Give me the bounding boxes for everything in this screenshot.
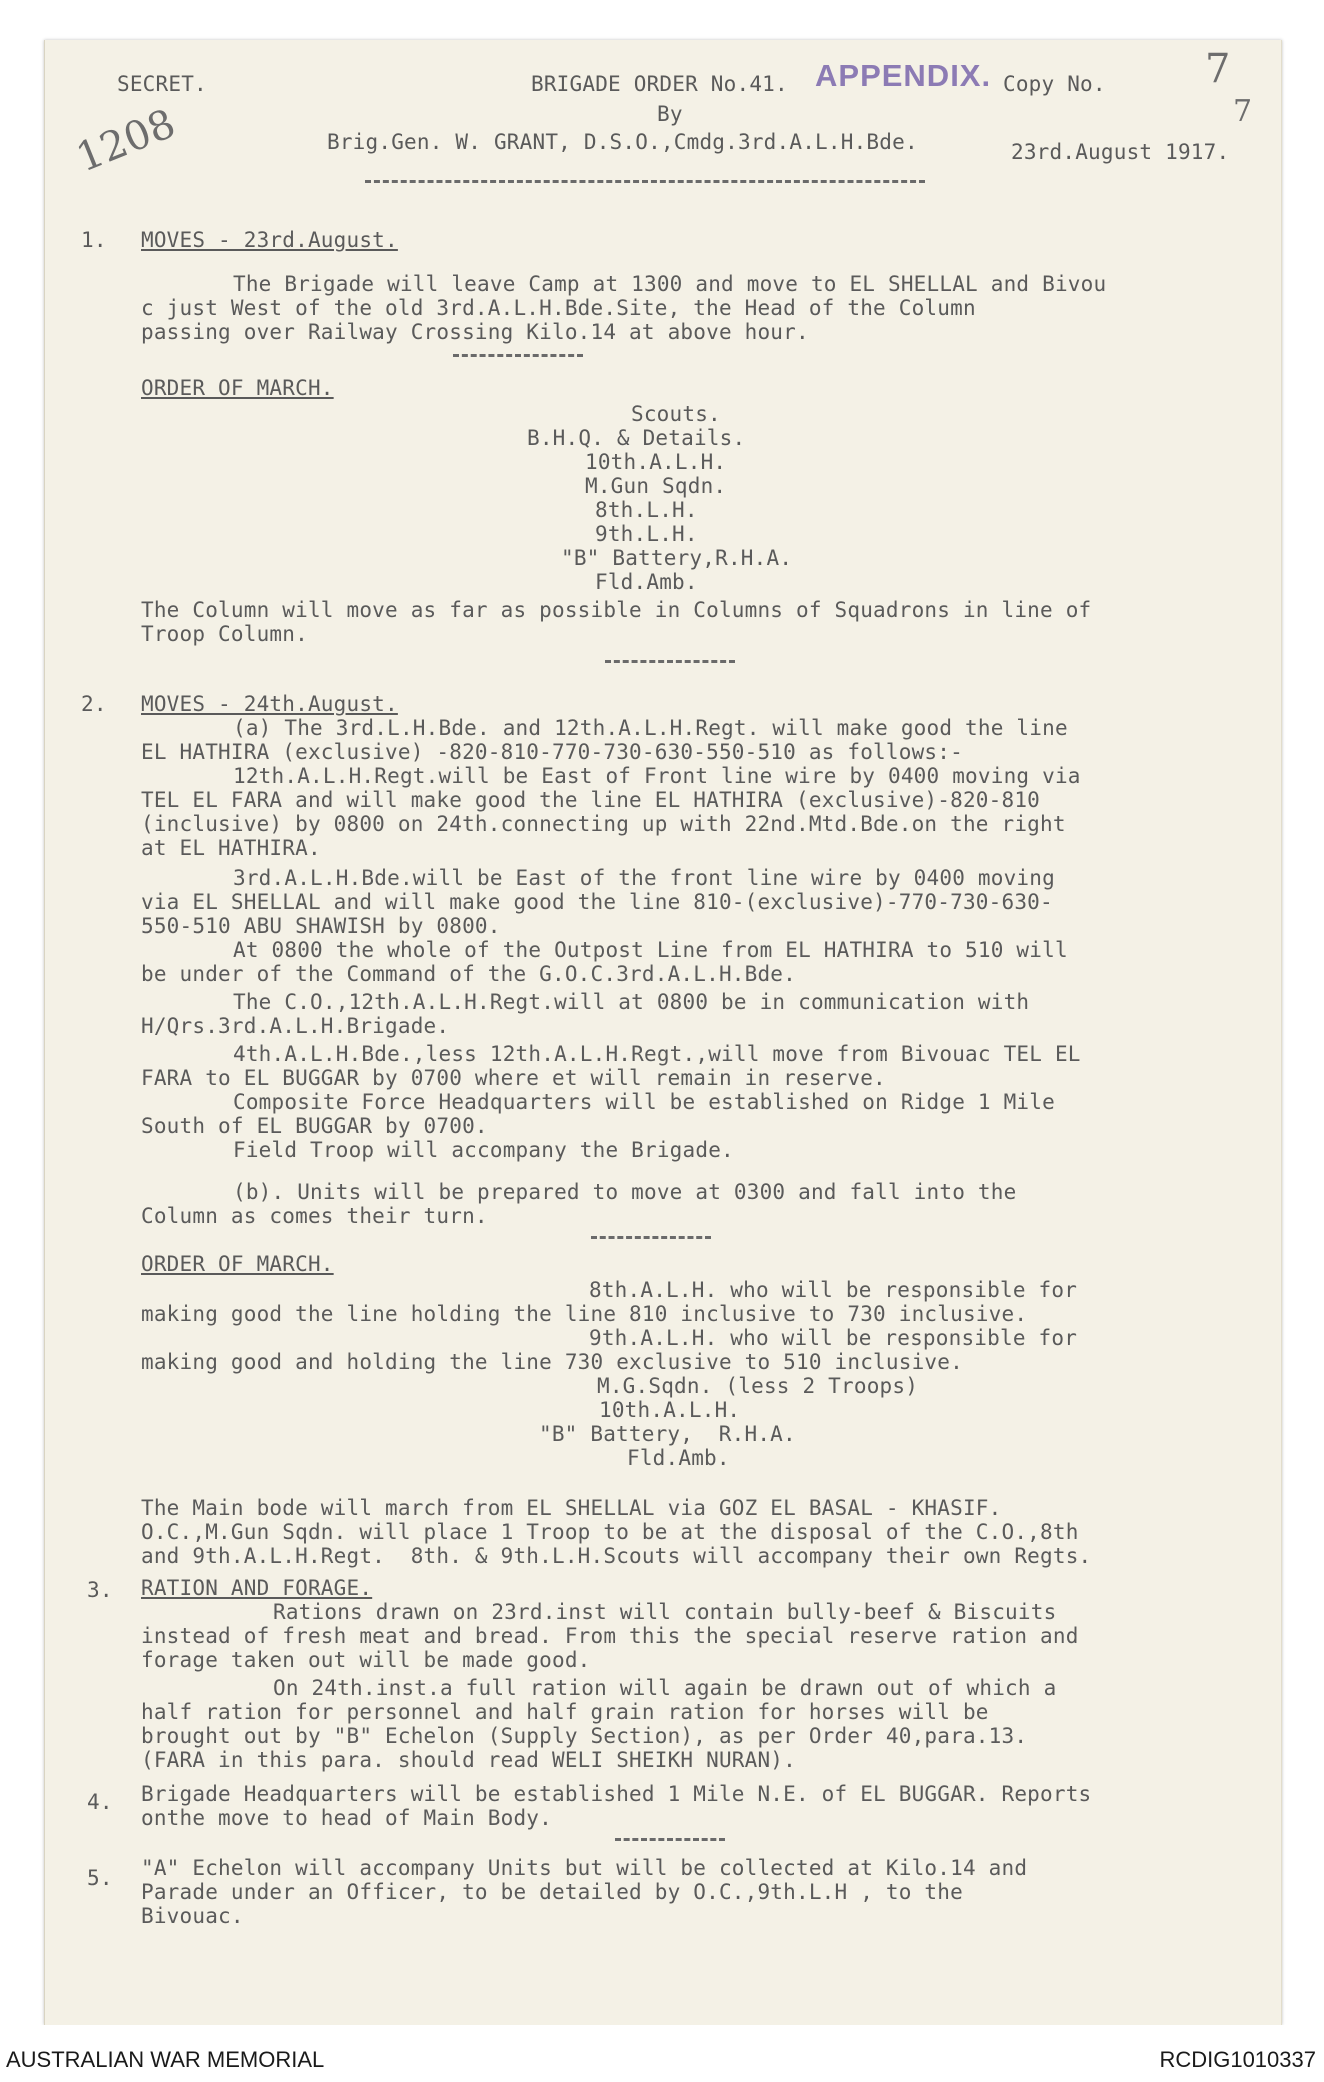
section-2-line: Composite Force Headquarters will be established on Ridge 1 Mile: [233, 1090, 1055, 1114]
section-1-closing: The Column will move as far as possible in Columns of Squadrons in line of: [141, 598, 1092, 622]
section-2-line: 550-510 ABU SHAWISH by 0800.: [141, 914, 501, 938]
divider: [591, 1236, 711, 1239]
section-1-number: 1.: [81, 228, 107, 252]
section-2-line: H/Qrs.3rd.A.L.H.Brigade.: [141, 1014, 450, 1038]
march-item: making good the line holding the line 810 inclusive to 730 inclusive.: [141, 1302, 1028, 1326]
march-item: 8th.L.H.: [595, 498, 698, 522]
section-2-line: (inclusive) by 0800 on 24th.connecting up with 22nd.Mtd.Bde.on the right: [141, 812, 1066, 836]
section-1-closing: Troop Column.: [141, 622, 308, 646]
section-2-closing: The Main bode will march from EL SHELLAL via GOZ EL BASAL - KHASIF.: [141, 1496, 1002, 1520]
section-2-line: South of EL BUGGAR by 0700.: [141, 1114, 488, 1138]
section-2-line: TEL EL FARA and will make good the line EL HATHIRA (exclusive)-820-810: [141, 788, 1041, 812]
march-item: making good and holding the line 730 exclusive to 510 inclusive.: [141, 1350, 963, 1374]
section-3-line: (FARA in this para. should read WELI SHEIKH NURAN).: [141, 1748, 796, 1772]
section-5-number: 5.: [87, 1866, 113, 1890]
section-2-line: (a) The 3rd.L.H.Bde. and 12th.A.L.H.Regt. will make good the line: [233, 716, 1068, 740]
section-2-line: The C.O.,12th.A.L.H.Regt.will at 0800 be in communication with: [233, 990, 1030, 1014]
march-item: B.H.Q. & Details.: [527, 426, 746, 450]
order-title: BRIGADE ORDER No.41.: [531, 72, 788, 96]
section-3-line: forage taken out will be made good.: [141, 1648, 591, 1672]
copy-number-handwritten: 7: [1205, 46, 1231, 92]
section-2-number: 2.: [81, 692, 107, 716]
document-page: [44, 40, 1282, 2025]
section-1-line: The Brigade will leave Camp at 1300 and move to EL SHELLAL and Bivou: [233, 272, 1107, 296]
order-date: 23rd.August 1917.: [1011, 140, 1230, 164]
divider: [605, 660, 735, 663]
section-2-closing: and 9th.A.L.H.Regt. 8th. & 9th.L.H.Scouts will accompany their own Regts.: [141, 1544, 1092, 1568]
section-2-line: 12th.A.L.H.Regt.will be East of Front line wire by 0400 moving via: [233, 764, 1081, 788]
section-2-line: (b). Units will be prepared to move at 0300 and fall into the: [233, 1180, 1017, 1204]
march-item: 10th.A.L.H.: [585, 450, 727, 474]
section-1-order-heading: ORDER OF MARCH.: [141, 376, 334, 400]
divider: [615, 1838, 725, 1841]
section-3-number: 3.: [87, 1578, 113, 1602]
section-1-line: c just West of the old 3rd.A.L.H.Bde.Site, the Head of the Column: [141, 296, 976, 320]
section-3-heading: RATION AND FORAGE.: [141, 1576, 373, 1600]
march-item: M.Gun Sqdn.: [585, 474, 727, 498]
section-4-line: Brigade Headquarters will be established 1 Mile N.E. of EL BUGGAR. Reports: [141, 1782, 1092, 1806]
section-2-line: At 0800 the whole of the Outpost Line from EL HATHIRA to 510 will: [233, 938, 1068, 962]
section-3-line: Rations drawn on 23rd.inst will contain bully-beef & Biscuits: [273, 1600, 1057, 1624]
commander-line: Brig.Gen. W. GRANT, D.S.O.,Cmdg.3rd.A.L.H.Bde.: [327, 130, 918, 154]
section-2-line: 3rd.A.L.H.Bde.will be East of the front line wire by 0400 moving: [233, 866, 1055, 890]
section-3-line: On 24th.inst.a full ration will again be drawn out of which a: [273, 1676, 1057, 1700]
march-item: 9th.L.H.: [595, 522, 698, 546]
march-item: Fld.Amb.: [595, 570, 698, 594]
section-5-line: Bivouac.: [141, 1904, 244, 1928]
section-2-heading: MOVES - 24th.August.: [141, 692, 398, 716]
section-4-number: 4.: [87, 1790, 113, 1814]
appendix-stamp: APPENDIX.: [815, 58, 992, 93]
section-2-line: Field Troop will accompany the Brigade.: [233, 1138, 734, 1162]
march-item: 9th.A.L.H. who will be responsible for: [589, 1326, 1078, 1350]
copy-number-handwritten-2: 7: [1233, 94, 1253, 129]
section-5-line: "A" Echelon will accompany Units but will be collected at Kilo.14 and: [141, 1856, 1028, 1880]
classification-label: SECRET.: [117, 72, 207, 96]
section-3-line: half ration for personnel and half grain ration for horses will be: [141, 1700, 989, 1724]
archive-footer: [0, 2025, 1324, 2082]
section-3-line: instead of fresh meat and bread. From this the special reserve ration and: [141, 1624, 1079, 1648]
march-item: Fld.Amb.: [627, 1446, 730, 1470]
march-item: "B" Battery,R.H.A.: [561, 546, 793, 570]
section-4-line: onthe move to head of Main Body.: [141, 1806, 552, 1830]
march-item: Scouts.: [631, 402, 721, 426]
section-5-line: Parade under an Officer, to be detailed by O.C.,9th.L.H , to the: [141, 1880, 963, 1904]
march-item: 10th.A.L.H.: [599, 1398, 741, 1422]
section-2-line: FARA to EL BUGGAR by 0700 where et will remain in reserve.: [141, 1066, 886, 1090]
section-1-line: passing over Railway Crossing Kilo.14 at above hour.: [141, 320, 809, 344]
march-item: M.G.Sqdn. (less 2 Troops): [597, 1374, 919, 1398]
reference-number: RCDIG1010337: [1159, 2047, 1316, 2072]
section-2-closing: O.C.,M.Gun Sqdn. will place 1 Troop to be at the disposal of the C.O.,8th: [141, 1520, 1079, 1544]
section-2-line: via EL SHELLAL and will make good the line 810-(exclusive)-770-730-630-: [141, 890, 1053, 914]
divider: [453, 354, 583, 357]
march-item: "B" Battery, R.H.A.: [539, 1422, 796, 1446]
institution-label: AUSTRALIAN WAR MEMORIAL: [6, 2047, 325, 2072]
section-2-line: EL HATHIRA (exclusive) -820-810-770-730-630-550-510 as follows:-: [141, 740, 963, 764]
section-2-order-heading: ORDER OF MARCH.: [141, 1252, 334, 1276]
copy-number-label: Copy No.: [1003, 72, 1106, 96]
section-2-line: be under of the Command of the G.O.C.3rd.A.L.H.Bde.: [141, 962, 796, 986]
by-label: By: [657, 102, 683, 126]
section-2-line: at EL HATHIRA.: [141, 836, 321, 860]
handwritten-folio-number: 1208: [70, 100, 182, 182]
header-divider: [365, 180, 925, 183]
section-3-line: brought out by "B" Echelon (Supply Section), as per Order 40,para.13.: [141, 1724, 1028, 1748]
section-2-line: 4th.A.L.H.Bde.,less 12th.A.L.H.Regt.,will move from Bivouac TEL EL: [233, 1042, 1081, 1066]
section-2-line: Column as comes their turn.: [141, 1204, 488, 1228]
march-item: 8th.A.L.H. who will be responsible for: [589, 1278, 1078, 1302]
section-1-heading: MOVES - 23rd.August.: [141, 228, 398, 252]
